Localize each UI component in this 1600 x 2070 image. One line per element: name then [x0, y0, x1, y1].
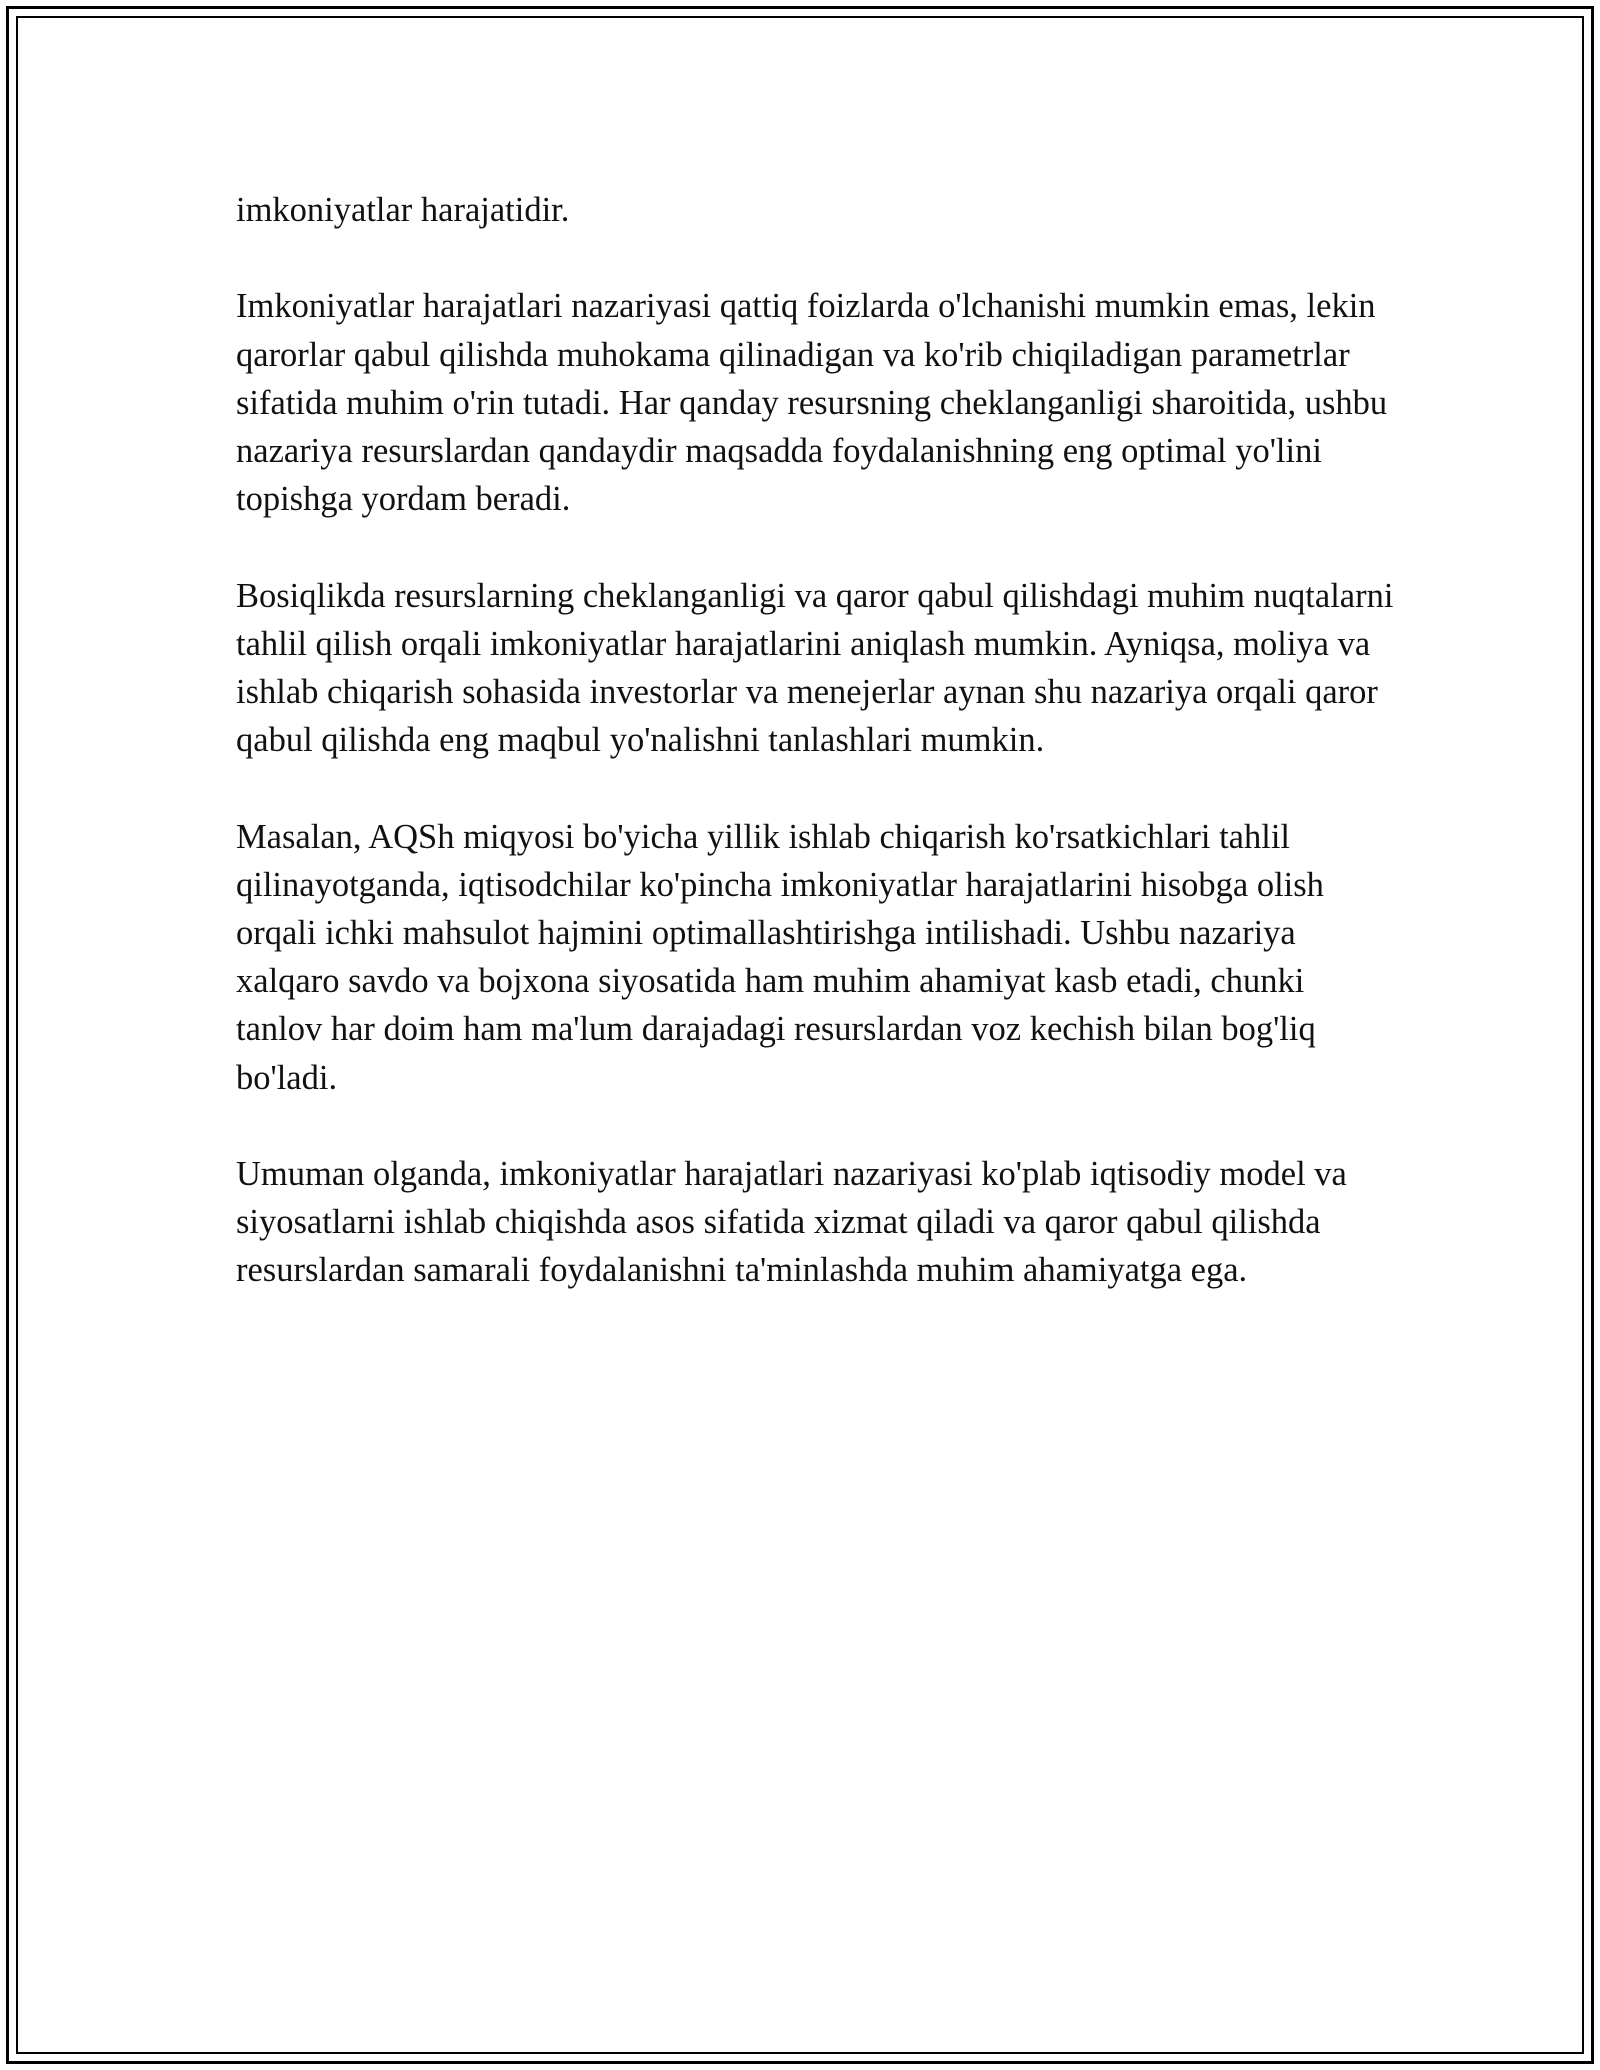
paragraph-theory-importance: Imkoniyatlar harajatlari nazariyasi qattiq foizlarda o'lchanishi mumkin emas, lekin qarorlar qabul qilishda muhokama qilinadigan va ko'rib chiqiladigan parametrlar sifatida muhim o'rin tutadi. Har qanday resursning cheklanganligi sharoitida, ushbu nazariya resurslardan qandaydir maqsadda foydalanishning eng optimal yo'lini topishga yordam beradi.	[236, 287, 1388, 519]
paragraph-usa-example: Masalan, AQSh miqyosi bo'yicha yillik ishlab chiqarish ko'rsatkichlari tahlil qilinayotganda, iqtisodchilar ko'pincha imkoniyatlar harajatlarini hisobga olish orqali ichki mahsulot hajmini optimallashtirishga intilishadi. Ushbu nazariya xalqaro savdo va bojxona siyosatida ham muhim ahamiyat kasb etadi, chunki tanlov har doim ham ma'lum darajadagi resurslardan voz kechish bilan bog'liq bo'ladi.	[236, 817, 1324, 1097]
paragraph-conclusion: Umuman olganda, imkoniyatlar harajatlari nazariyasi ko'plab iqtisodiy model va siyosatlarni ishlab chiqishda asos sifatida xizmat qiladi va qaror qabul qilishda resurslardan samarali foydalanishni ta'minlashda muhim ahamiyatga ega.	[236, 1155, 1347, 1290]
document-body	[236, 186, 1396, 1343]
paragraph-continuation: imkoniyatlar harajatidir.	[236, 191, 570, 229]
paragraph-resource-limits: Bosiqlikda resurslarning cheklanganligi va qaror qabul qilishdagi muhim nuqtalarni tahlil qilish orqali imkoniyatlar harajatlarini aniqlash mumkin. Ayniqsa, moliya va ishlab chiqarish sohasida investorlar va menejerlar aynan shu nazariya orqali qaror qabul qilishda eng maqbul yo'nalishni tanlashlari mumkin.	[236, 576, 1394, 760]
